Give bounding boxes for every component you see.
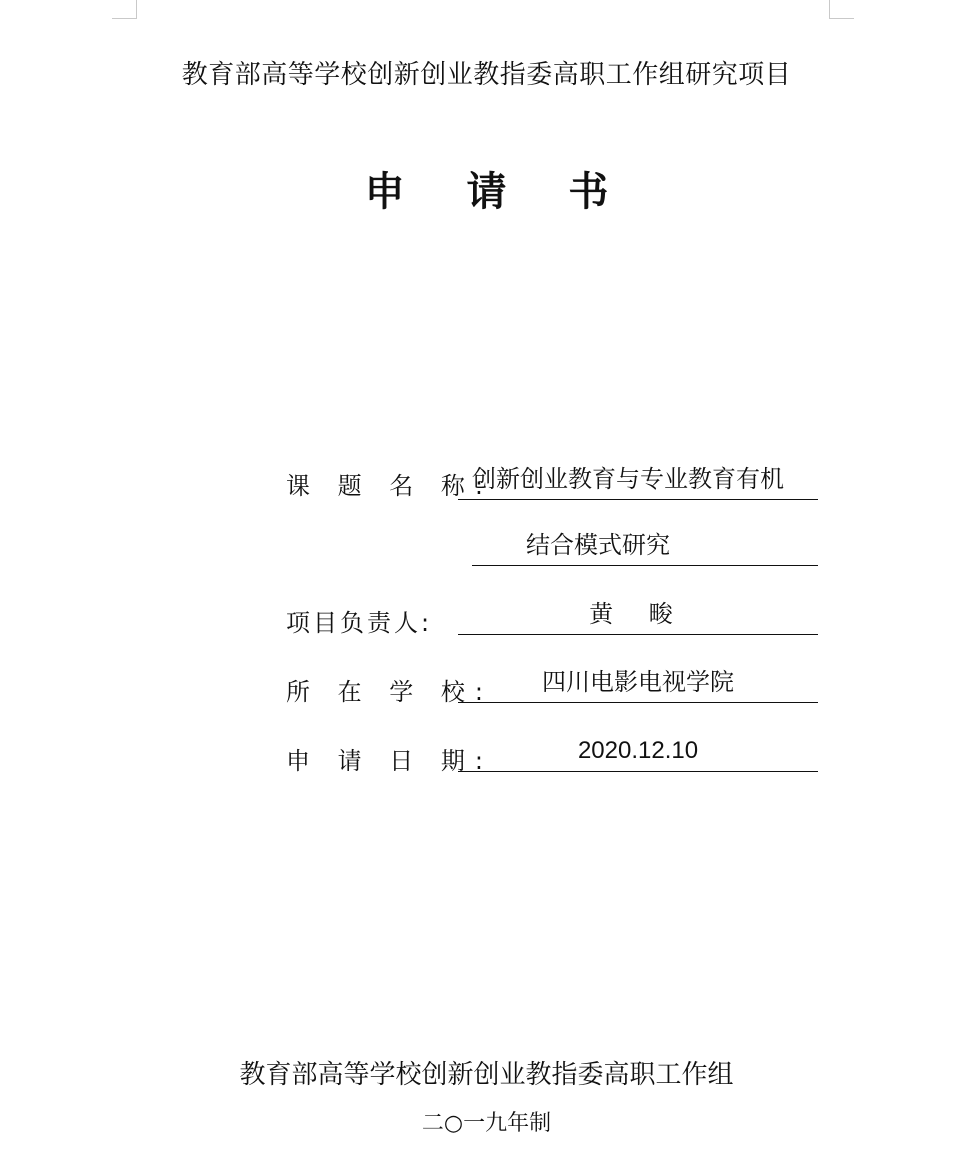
document-title: 申 请 书 xyxy=(364,169,633,215)
footer-year: 二○一九年制 xyxy=(421,1111,552,1136)
date-label: 申 请 日 期: xyxy=(286,747,493,775)
topic-label: 课 题 名 称: xyxy=(286,472,493,500)
project-header: 教育部高等学校创新创业教指委高职工作组研究项目 xyxy=(181,60,792,90)
leader-label: 项目负责人: xyxy=(286,609,433,637)
page-crop-mark-right xyxy=(829,0,854,19)
school-value: 四川电影电视学院 xyxy=(458,667,818,703)
page-crop-mark-left xyxy=(112,0,137,19)
school-label: 所 在 学 校: xyxy=(286,678,493,706)
topic-value-line-1: 创新创业教育与专业教育有机 xyxy=(458,464,818,500)
date-value: 2020.12.10 xyxy=(458,736,818,772)
topic-value-line-2: 结合模式研究 xyxy=(472,530,818,566)
footer-organization: 教育部高等学校创新创业教指委高职工作组 xyxy=(239,1060,734,1090)
leader-value: 黄 畯 xyxy=(458,599,818,635)
